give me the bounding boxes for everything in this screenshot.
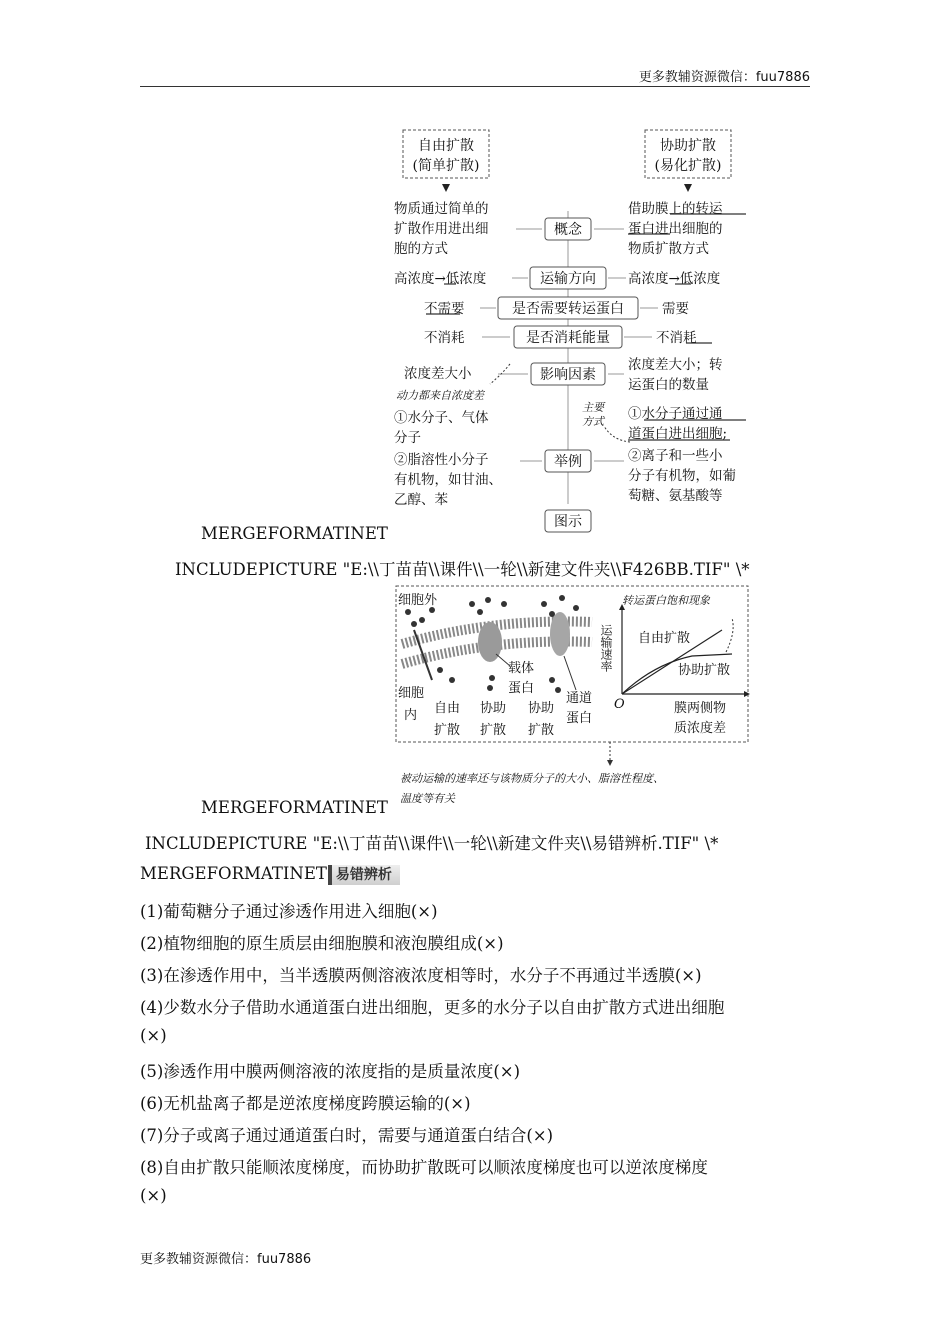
item-4-continuation: (×) <box>140 1026 167 1045</box>
label-factors: 影响因素 <box>540 367 596 383</box>
membrane-figure <box>392 582 762 812</box>
label-energy: 是否消耗能量 <box>526 330 610 346</box>
field-code-includepicture-2: INCLUDEPICTURE "E:\\丁苗苗\\课件\\一轮\\新建文件夹\\易错辨析.TIF" \* <box>145 834 719 853</box>
origin-label: O <box>614 697 625 712</box>
examples-left-2: 分子 <box>394 430 421 446</box>
label-examples: 举例 <box>554 454 582 470</box>
direction-left: 高浓度→低浓度 <box>394 271 487 287</box>
item-4: (4)少数水分子借助水通道蛋白进出细胞，更多的水分子以自由扩散方式进出细胞 <box>140 998 725 1017</box>
concept-right-1: 借助膜上的转运 <box>628 201 723 217</box>
inside-label-2: 内 <box>404 708 418 723</box>
field-code-mergeformat-2: MERGEFORMATINET <box>201 798 388 817</box>
examples-right-3: ②离子和一些小 <box>628 448 723 464</box>
item-6: (6)无机盐离子都是逆浓度梯度跨膜运输的(×) <box>140 1094 471 1113</box>
inside-label-1: 细胞 <box>398 686 425 701</box>
main-way-note-2: 方式 <box>582 415 604 428</box>
y-axis-label: 运输速率 <box>599 624 613 672</box>
item-3: (3)在渗透作用中，当半透膜两侧溶液浓度相等时，水分子不再通过半透膜(×) <box>140 966 702 985</box>
factors-right-2: 运蛋白的数量 <box>628 377 709 393</box>
label-diagram: 图示 <box>554 514 582 530</box>
energy-left: 不消耗 <box>424 330 465 346</box>
left-title-1: 自由扩散 <box>418 138 474 154</box>
field-code-mergeformat-1: MERGEFORMATINET <box>201 524 388 543</box>
item-1: (1)葡萄糖分子通过渗透作用进入细胞(×) <box>140 902 438 921</box>
bottom-note-2: 温度等有关 <box>400 792 455 805</box>
x-axis-label-1: 膜两侧物 <box>674 701 727 716</box>
curve-free-label: 自由扩散 <box>638 631 691 646</box>
examples-right-1: ①水分子通过通 <box>628 406 723 422</box>
facilitated-label-2a: 协助 <box>528 701 555 716</box>
item-5: (5)渗透作用中膜两侧溶液的浓度指的是质量浓度(×) <box>140 1062 521 1081</box>
field-code-mergeformat-3: MERGEFORMATINET <box>140 864 327 883</box>
examples-left-3: ②脂溶性小分子 <box>394 452 489 468</box>
saturation-note: 转运蛋白饱和现象 <box>622 594 710 607</box>
carrier-label-1: 载体 <box>508 661 535 676</box>
factors-left: 浓度差大小 <box>404 366 472 382</box>
concept-left-3: 胞的方式 <box>394 241 448 257</box>
facilitated-label-1a: 协助 <box>480 701 507 716</box>
examples-left-4: 有机物，如甘油、 <box>394 472 502 488</box>
energy-right: 不消耗 <box>656 330 697 346</box>
section-badge: 易错辨析 <box>328 865 400 885</box>
protein-left: 不需要 <box>424 301 465 317</box>
concept-map <box>390 126 762 536</box>
factors-right-1: 浓度差大小；转 <box>628 357 723 373</box>
facilitated-label-1b: 扩散 <box>480 723 507 738</box>
examples-left-5: 乙醇、苯 <box>394 492 448 508</box>
outside-label: 细胞外 <box>398 593 438 608</box>
left-title-2: (简单扩散) <box>412 158 480 174</box>
label-direction: 运输方向 <box>540 271 596 287</box>
examples-right-5: 萄糖、氨基酸等 <box>628 488 723 504</box>
protein-right: 需要 <box>662 301 689 317</box>
item-2: (2)植物细胞的原生质层由细胞膜和液泡膜组成(×) <box>140 934 504 953</box>
label-protein: 是否需要转运蛋白 <box>512 301 624 317</box>
bottom-note-1: 被动运输的速率还与该物质分子的大小、脂溶性程度、 <box>400 772 664 785</box>
item-8-continuation: (×) <box>140 1186 167 1205</box>
channel-label-1: 通道 <box>566 691 593 706</box>
free-label-1: 自由 <box>434 701 461 716</box>
curve-facilitated-label: 协助扩散 <box>678 663 731 678</box>
carrier-label-2: 蛋白 <box>508 681 535 696</box>
channel-label-2: 蛋白 <box>566 711 593 726</box>
item-8: (8)自由扩散只能顺浓度梯度，而协助扩散既可以顺浓度梯度也可以逆浓度梯度 <box>140 1158 708 1177</box>
concept-right-2: 蛋白进出细胞的 <box>628 221 723 237</box>
x-axis-label-2: 质浓度差 <box>674 721 727 736</box>
page-header: 更多教辅资源微信：fuu7886 <box>638 70 810 85</box>
direction-right: 高浓度→低浓度 <box>628 271 721 287</box>
factors-left-note: 动力都来自浓度差 <box>396 389 484 402</box>
concept-right-3: 物质扩散方式 <box>628 241 709 257</box>
free-label-2: 扩散 <box>434 723 461 738</box>
header-rule <box>140 86 810 87</box>
section-heading-line <box>140 864 400 885</box>
concept-left-2: 扩散作用进出细 <box>394 221 489 237</box>
main-way-note-1: 主要 <box>582 401 604 414</box>
examples-right-2: 道蛋白进出细胞; <box>628 426 728 442</box>
examples-left-1: ①水分子、气体 <box>394 410 489 426</box>
right-title-2: (易化扩散) <box>654 158 722 174</box>
concept-left-1: 物质通过简单的 <box>394 201 489 217</box>
examples-right-4: 分子有机物，如葡 <box>628 468 736 484</box>
item-7: (7)分子或离子通过通道蛋白时，需要与通道蛋白结合(×) <box>140 1126 554 1145</box>
facilitated-label-2b: 扩散 <box>528 723 555 738</box>
field-code-includepicture-1: INCLUDEPICTURE "E:\\丁苗苗\\课件\\一轮\\新建文件夹\\F426BB.TIF" \* <box>175 560 750 579</box>
page-footer: 更多教辅资源微信：fuu7886 <box>140 1252 312 1267</box>
label-concept: 概念 <box>554 222 582 238</box>
right-title-1: 协助扩散 <box>660 138 716 154</box>
